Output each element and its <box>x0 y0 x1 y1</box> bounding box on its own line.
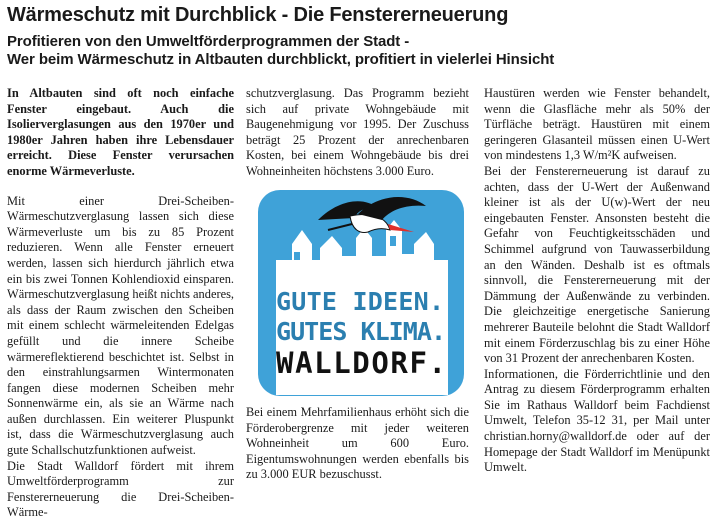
logo-line-2: GUTES KLIMA. <box>276 317 446 346</box>
column-1-body: Mit einer Drei-Scheiben-Wärmeschutzverglasung lassen sich diese Wärmeverluste um bis zu 85 Prozent reduzieren. Wenn alle Fenster erneuert werden, lassen sich hierdurch jährlich etwa ein bis zwei Tonnen Kohlendioxid einsparen. Wärmeschutzverglasung heißt nichts anderes, als dass der Raum zwischen den Scheiben mit einem schlecht wärmeleitenden Edelgas gefüllt und die innere Scheibe wärmereflektierend beschichtet ist. Selbst in den einstrahlungsarmen Wintermonaten fangen diese modernen Scheiben mehr Sonnenwärme ein, als sie an Wärme nach außen durchlassen. Ein weiterer Pluspunkt ist, dass die Wärmeschutzverglasung auch gute Schallschutzfunktionen aufweist. <box>7 193 234 458</box>
column-3-paragraph-3: Informationen, die Förderrichtlinie und den Antrag zu diesem Förderprogramm erhalten Sie im Rathaus Walldorf beim Fachdienst Umwelt, Telefon 35-12 31, per Mail unter christian.horny@walldorf.de oder auf der Homepage der Stadt Walldorf im Menüpunkt Umwelt. <box>484 366 710 475</box>
column-2-top: schutzverglasung. Das Programm bezieht sich auf private Wohngebäude mit Baugenehmigung vor 1995. Der Zuschuss beträgt 25 Prozent der anrechenbaren Kosten, bei einem Wohngebäude bis drei Wohneinheiten höchstens 3.000 Euro. <box>246 86 469 178</box>
subtitle-line-1: Profitieren von den Umweltförderprogrammen der Stadt - <box>7 33 410 50</box>
column-2-bottom: Bei einem Mehrfamilienhaus erhöht sich die Förderobergrenze mit jeder weiteren Wohneinheit um 600 Euro. Eigentumswohnungen werden ebenfalls bis zu 3.000 EUR bezuschusst. <box>246 405 469 482</box>
lead-paragraph: In Altbauten sind oft noch einfache Fenster eingebaut. Auch die Isolierverglasungen aus den 1970er und 1980er Jahren haben ihre Lebensdauer erreicht. Diese Fenster verursachen enorme Wärmeverluste. <box>7 86 234 178</box>
column-3-paragraph-1: Haustüren werden wie Fenster behandelt, wenn die Glasfläche mehr als 50% der Türfläche beträgt. Haustüren mit einem geringeren Glasanteil müssen einen U-Wert von mindestens 1,3 W/m²K aufweisen. <box>484 86 710 163</box>
column-1-body-2: Die Stadt Walldorf fördert mit ihrem Umweltförderprogramm zur Fenstererneuerung die Drei-Scheiben-Wärme- <box>7 458 234 520</box>
column-1 <box>7 86 234 521</box>
logo-line-1: GUTE IDEEN. <box>276 287 444 316</box>
column-3 <box>484 86 710 476</box>
stork-over-town-icon <box>258 190 464 396</box>
article-title: Wärmeschutz mit Durchblick - Die Fenstererneuerung <box>7 4 509 26</box>
subtitle-line-2: Wer beim Wärmeschutz in Altbauten durchblickt, profitiert in vielerlei Hinsicht <box>7 51 555 68</box>
article-subtitle <box>7 33 709 69</box>
walldorf-climate-logo <box>258 190 464 396</box>
logo-line-3: WALLDORF. <box>276 346 446 380</box>
column-2 <box>246 86 469 180</box>
column-3-paragraph-2: Bei der Fenstererneuerung ist darauf zu achten, dass der U-Wert der Außenwand kleiner ist als der U(w)-Wert der neu eingebauten Fenster. Ansonsten besteht die Gefahr von Feuchtigkeitsschäden und Schimmel aufgrund von Tauwasserbildung an den Wänden. Deshalb ist es oftmals sinnvoll, die Fenstererneuerung mit der Dämmung der Außenwände zu verbinden. Die gleichzeitige energetische Sanierung mehrerer Bauteile belohnt die Stadt Walldorf mit einem Förderzuschlag bis zu einer Höhe von 31 Prozent der anrechenbaren Kosten. <box>484 163 710 366</box>
